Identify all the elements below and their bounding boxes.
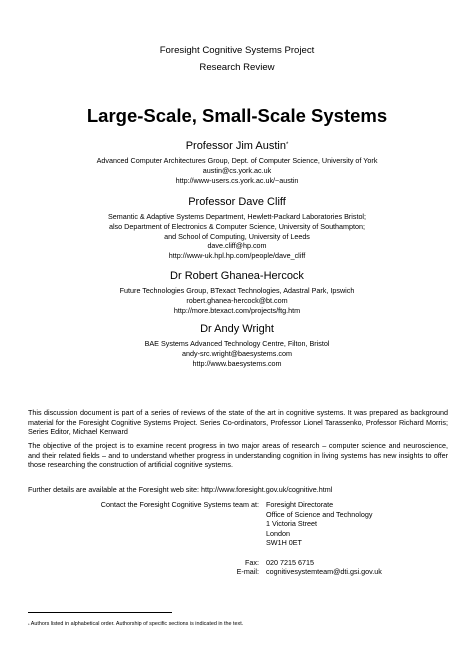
author-affiliation: BAE Systems Advanced Technology Centre, Filton, Bristol <box>144 339 330 348</box>
author-block <box>0 268 474 315</box>
author-name: Professor Jim Austin* <box>185 140 289 152</box>
document-title: Large-Scale, Small-Scale Systems <box>86 105 388 126</box>
footnote-mark: * <box>28 622 30 627</box>
author-affiliation: and School of Computing, University of Leeds <box>164 231 310 241</box>
author-url: http://www-users.cs.york.ac.uk/~austin <box>175 175 299 185</box>
author-email: dave.cliff@hp.com <box>207 241 267 251</box>
author-email: robert.ghanea-hercock@bt.com <box>186 295 288 305</box>
contact-label: Contact the Foresight Cognitive Systems team at: <box>100 500 259 509</box>
contact-label: Fax: <box>245 557 259 567</box>
contact-row <box>28 558 448 568</box>
contact-value: Foresight Directorate <box>266 500 334 509</box>
author-email: andy-src.wright@baesystems.com <box>182 348 292 358</box>
body-paragraph: Further details are available at the Foresight web site: http://www.foresight.gov.uk/cognitive.html <box>28 485 333 494</box>
contact-row <box>28 519 448 529</box>
author-url: http://more.btexact.com/projects/ftg.htm <box>173 305 301 315</box>
contact-value: SW1H 0ET <box>266 538 302 548</box>
contact-value: Office of Science and Technology <box>266 509 373 519</box>
body-paragraph: The objective of the project is to examine recent progress in two major areas of research – computer science and neuroscience, and their related fields – and to understand whether progress in understanding cognition in living systems has new insights to offer those researching the construction of artificial cognitive systems. <box>28 441 448 470</box>
author-affiliation: Future Technologies Group, BTexact Technologies, Adastral Park, Ipswich <box>119 286 355 295</box>
contact-value: 020 7215 6715 <box>266 557 314 567</box>
contact-row <box>28 567 448 577</box>
author-name: Professor Dave Cliff <box>188 196 286 208</box>
contact-block <box>28 500 448 577</box>
author-email: austin@cs.york.ac.uk <box>202 165 272 175</box>
author-url: http://www.baesystems.com <box>192 358 282 368</box>
series-line-1: Foresight Cognitive Systems Project <box>159 45 315 56</box>
contact-row <box>28 538 448 548</box>
author-url: http://www-uk.hpl.hp.com/people/dave_cliff <box>168 251 306 261</box>
contact-value: London <box>266 528 290 538</box>
author-block <box>0 321 474 368</box>
author-name: Dr Robert Ghanea-Hercock <box>170 270 304 282</box>
author-affiliation: also Department of Electronics & Computer Science, University of Southampton; <box>108 221 366 231</box>
author-affiliation: Advanced Computer Architectures Group, Dept. of Computer Science, University of York <box>96 156 378 165</box>
contact-value: cognitivesystemteam@dti.gsi.gov.uk <box>266 567 382 577</box>
author-block <box>0 138 474 185</box>
contact-label: E-mail: <box>236 567 259 577</box>
footnote-divider <box>28 612 172 613</box>
contact-row <box>28 548 448 558</box>
contact-row <box>28 529 448 539</box>
contact-row <box>28 510 448 520</box>
body-paragraph: This discussion document is part of a series of reviews of the state of the art in cognitive systems. It was prepared as background material for the Foresight Cognitive Systems Project. Series Co-ordinators, Professor Lionel Tarassenko, Professor Richard Morris; Series Editor, Michael Kenward <box>28 408 448 437</box>
series-header <box>0 42 474 76</box>
author-name: Dr Andy Wright <box>200 323 274 335</box>
author-block <box>0 194 474 261</box>
series-line-2: Research Review <box>199 62 275 73</box>
contact-row <box>28 500 448 510</box>
author-affiliation: Semantic & Adaptive Systems Department, Hewlett-Packard Laboratories Bristol; <box>107 212 367 221</box>
footnote-text: Authors listed in alphabetical order. Authorship of specific sections is indicated in the text. <box>30 621 244 627</box>
contact-value: 1 Victoria Street <box>266 519 318 529</box>
footnote-mark: * <box>285 142 289 148</box>
footnote <box>28 621 448 628</box>
